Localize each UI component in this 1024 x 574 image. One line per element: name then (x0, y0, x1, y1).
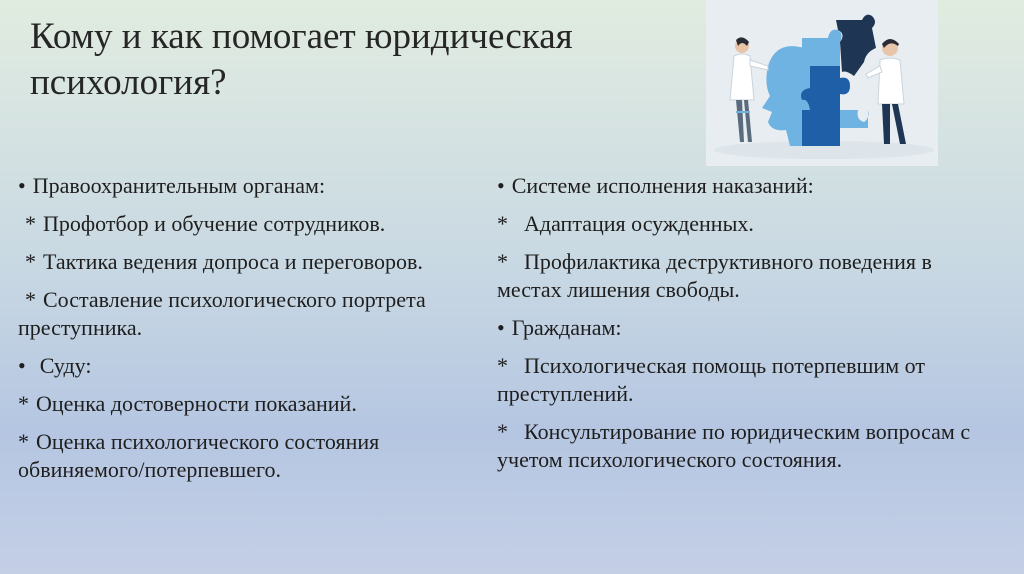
list-item: * Составление психологического портрета преступника. (18, 287, 426, 340)
title-line-2: психология? (30, 62, 227, 103)
list-item: * Оценка достоверности показаний. (18, 391, 357, 416)
list-item: • Гражданам: (497, 315, 622, 340)
list-item: • Системе исполнения наказаний: (497, 173, 814, 198)
list-item: • Суду: (18, 353, 92, 378)
list-item: * Консультирование по юридическим вопросам с учетом психологического состояния. (497, 419, 971, 472)
list-item: * Оценка психологического состояния обвиняемого/потерпевшего. (18, 429, 380, 482)
list-item: * Психологическая помощь потерпевшим от преступлений. (497, 353, 925, 406)
list-item: * Тактика ведения допроса и переговоров. (25, 249, 423, 274)
left-column (18, 172, 488, 494)
title-line-1: Кому и как помогает юридическая (30, 16, 573, 57)
list-item: * Профотбор и обучение сотрудников. (25, 211, 386, 236)
slide-title (30, 14, 690, 106)
right-column (497, 172, 997, 484)
list-item: * Адаптация осужденных. (497, 211, 754, 236)
puzzle-head-illustration (706, 0, 938, 166)
list-item: • Правоохранительным органам: (18, 173, 326, 198)
puzzle-head-icon (706, 0, 938, 166)
list-item: * Профилактика деструктивного поведения в местах лишения свободы. (497, 249, 932, 302)
